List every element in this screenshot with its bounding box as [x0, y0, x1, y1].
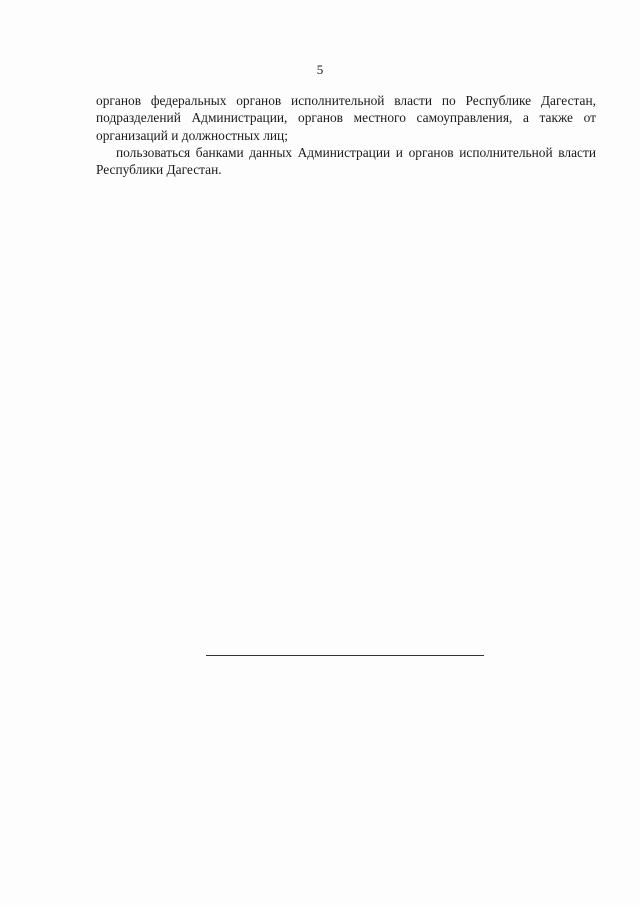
- paragraph: органов федеральных органов исполнительной власти по Республике Дагестан, подразделений Администрации, органов местного самоуправления, а также от организаций и должностных лиц;: [96, 93, 596, 143]
- document-body: [96, 92, 596, 178]
- paragraph: пользоваться банками данных Администрации и органов исполнительной власти Республики Дагестан.: [96, 144, 596, 178]
- page-number: 5: [316, 62, 324, 77]
- closing-rule: [206, 655, 484, 656]
